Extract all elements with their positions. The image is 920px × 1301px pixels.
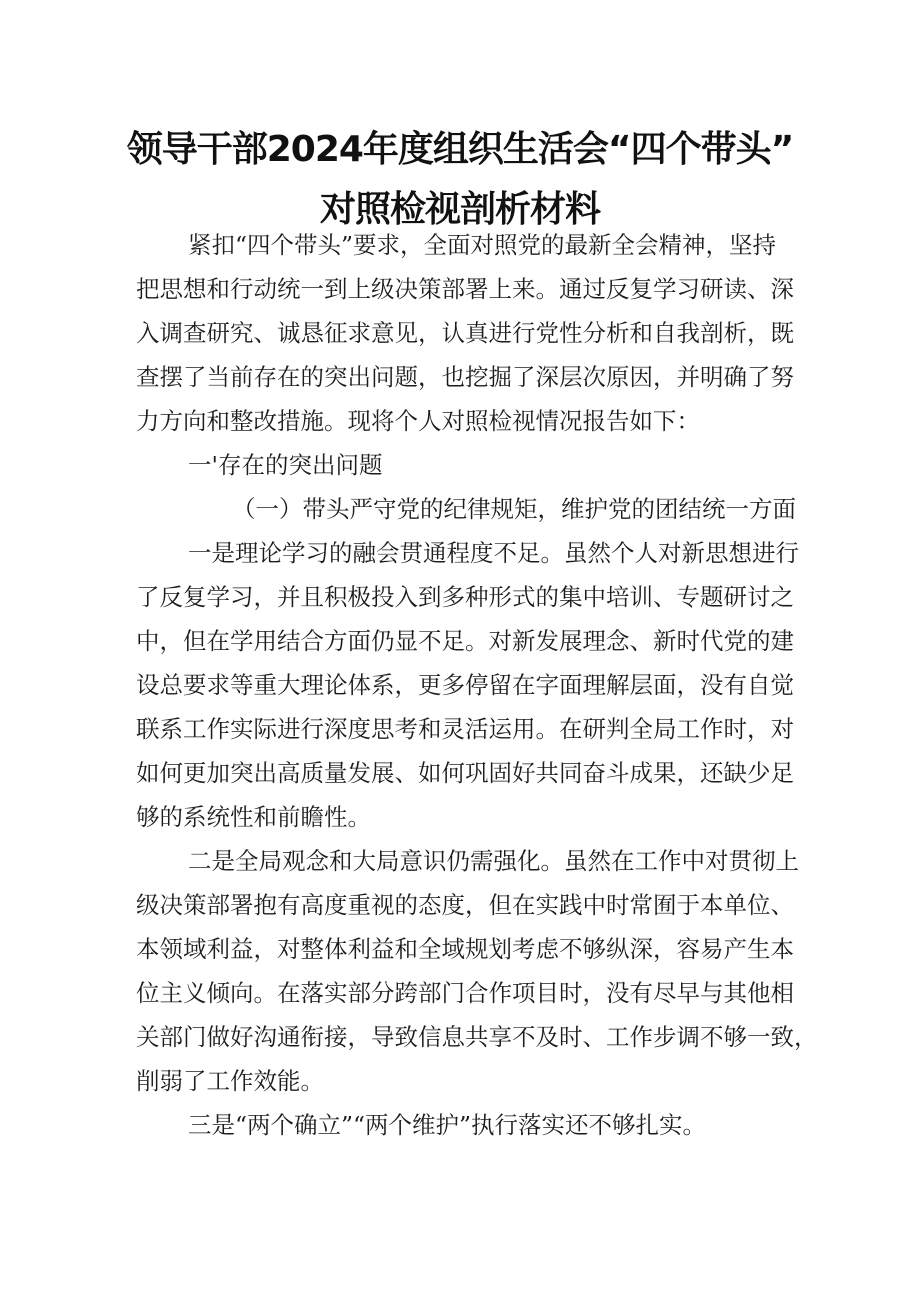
paragraph-line: 了反复学习，并且积极投入到多种形式的集中培训、专题研讨之	[136, 583, 794, 611]
paragraph-line: 二是全局观念和大局意识仍需强化。虽然在工作中对贯彻上	[188, 847, 799, 875]
paragraph-line: 够的系统性和前瞻性。	[136, 803, 371, 831]
paragraph-line: 设总要求等重大理论体系，更多停留在字面理解层面，没有自觉	[136, 671, 794, 699]
document-title-line-1: 领导干部2024年度组织生活会“四个带头”	[126, 129, 794, 170]
intro-line: 紧扣“四个带头”要求，全面对照党的最新全会精神，坚持	[188, 231, 777, 259]
paragraph-line: 位主义倾向。在落实部分跨部门合作项目时，没有尽早与其他相	[136, 979, 794, 1007]
intro-line: 入调查研究、诚恳征求意见，认真进行党性分析和自我剖析，既	[136, 319, 794, 347]
paragraph-line: 本领域利益，对整体利益和全域规划考虑不够纵深，容易产生本	[136, 935, 794, 963]
paragraph-line: 一是理论学习的融会贯通程度不足。虽然个人对新思想进行	[188, 539, 799, 567]
paragraph-line: 级决策部署抱有高度重视的态度，但在实践中时常囿于本单位、	[136, 891, 794, 919]
intro-line: 查摆了当前存在的突出问题，也挖掘了深层次原因，并明确了努	[136, 363, 794, 391]
paragraph-line: 如何更加突出高质量发展、如何巩固好共同奋斗成果，还缺少足	[136, 759, 794, 787]
section-heading: 一'存在的突出问题	[188, 451, 383, 479]
paragraph-line: 联系工作实际进行深度思考和灵活运用。在研判全局工作时，对	[136, 715, 794, 743]
subsection-heading: （一）带头严守党的纪律规矩，维护党的团结统一方面	[232, 495, 796, 523]
intro-line: 力方向和整改措施。现将个人对照检视情况报告如下：	[136, 407, 700, 435]
paragraph-line: 中，但在学用结合方面仍显不足。对新发展理念、新时代党的建	[136, 627, 794, 655]
paragraph-line: 三是“两个确立”“两个维护”执行落实还不够扎实。	[188, 1111, 707, 1139]
document-title-line-2: 对照检视剖析材料	[319, 189, 600, 230]
paragraph-line: 关部门做好沟通衔接，导致信息共享不及时、工作步调不够一致，	[136, 1023, 818, 1051]
intro-line: 把思想和行动统一到上级决策部署上来。通过反复学习研读、深	[136, 275, 794, 303]
paragraph-line: 削弱了工作效能。	[136, 1067, 324, 1095]
